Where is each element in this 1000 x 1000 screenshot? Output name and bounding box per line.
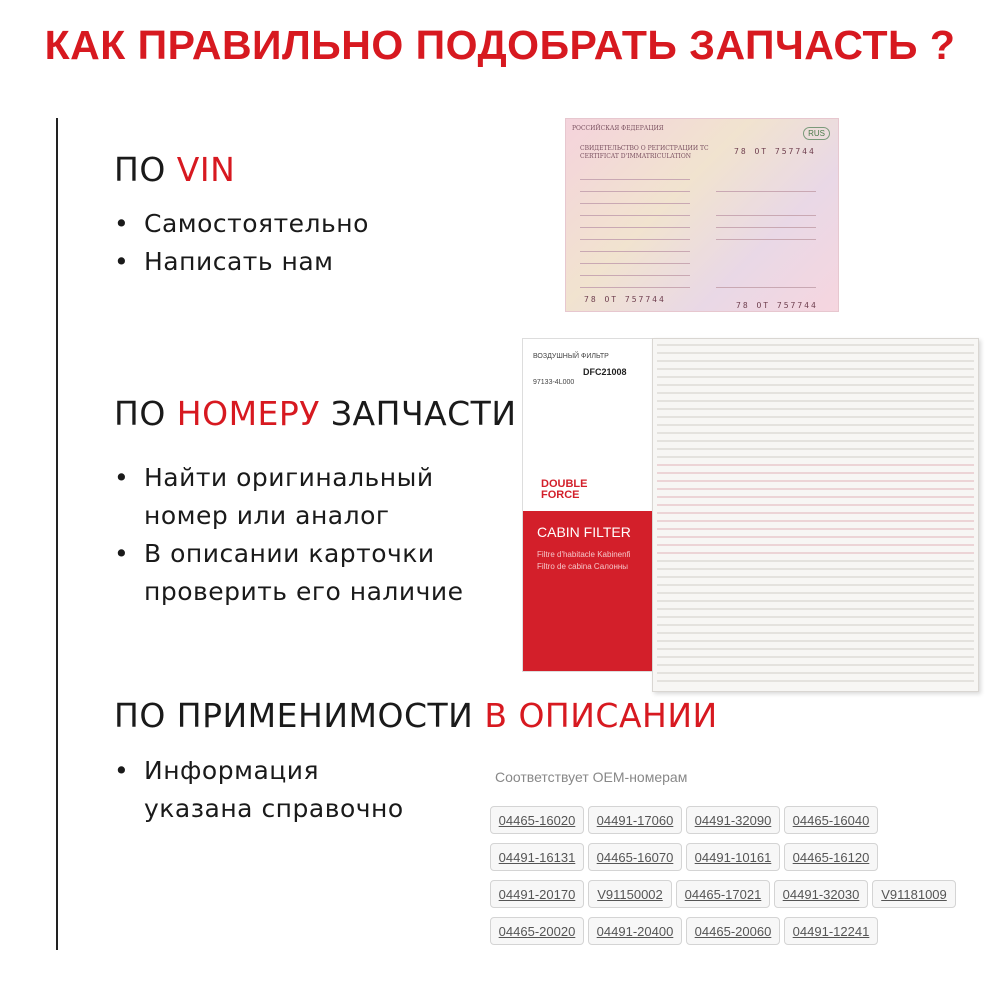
oem-number-chip[interactable]: 04465-16040: [784, 806, 878, 834]
oem-number-chip[interactable]: 04491-32090: [686, 806, 780, 834]
oem-title: Соответствует OEM-номерам: [495, 769, 688, 785]
oem-number-chip[interactable]: V91181009: [872, 880, 956, 908]
certificate-number-bottom-left: 78 ОТ 757744: [584, 295, 666, 304]
page-title: КАК ПРАВИЛЬНО ПОДОБРАТЬ ЗАПЧАСТЬ ?: [44, 22, 956, 68]
box-oem: 97133-4L000: [533, 379, 575, 386]
filter-pleats: [653, 339, 978, 691]
list-item: • Самостоятельно: [114, 209, 369, 238]
oem-number-chip[interactable]: 04465-20060: [686, 917, 780, 945]
certificate-title-en: CERTIFICAT D'IMMATRICULATION: [580, 153, 691, 160]
list-item: • В описании карточки проверить его наличие: [114, 539, 464, 606]
certificate-country: РОССИЙСКАЯ ФЕДЕРАЦИЯ: [572, 125, 664, 132]
certificate-rus-badge: RUS: [803, 127, 830, 140]
certificate-number-top: 78 ОТ 757744: [734, 147, 816, 156]
heading-pre: ПО ПРИМЕНИМОСТИ: [114, 696, 485, 735]
heading-pre: ПО: [114, 150, 177, 189]
heading-accent: VIN: [176, 150, 236, 189]
heading-post: ЗАПЧАСТИ: [319, 394, 517, 433]
registration-certificate-image: [565, 118, 839, 312]
oem-number-chip[interactable]: 04465-17021: [676, 880, 770, 908]
heading-accent: В ОПИСАНИИ: [484, 696, 718, 735]
list-item: • Информация указана справочно: [114, 756, 404, 823]
vin-bullet-list: [114, 205, 369, 281]
oem-number-chip[interactable]: V91150002: [588, 880, 672, 908]
certificate-number-bottom-right: 78 ОТ 757744: [736, 301, 818, 310]
oem-number-chip[interactable]: 04491-17060: [588, 806, 682, 834]
certificate-title: СВИДЕТЕЛЬСТВО О РЕГИСТРАЦИИ ТС: [580, 145, 709, 152]
oem-number-chip[interactable]: 04491-16131: [490, 843, 584, 871]
section-heading-part-number: [114, 394, 517, 433]
oem-number-chip[interactable]: 04465-16020: [490, 806, 584, 834]
cabin-filter-image: [652, 338, 979, 692]
oem-number-chip[interactable]: 04465-20020: [490, 917, 584, 945]
oem-number-chip[interactable]: 04465-16070: [588, 843, 682, 871]
box-subtitle: Filtre d'habitacle Kabinenfi Filtro de cabina Салонны: [537, 550, 631, 571]
list-item: • Написать нам: [114, 247, 334, 276]
oem-number-chip[interactable]: 04491-32030: [774, 880, 868, 908]
list-item: • Найти оригинальный номер или аналог: [114, 463, 434, 530]
applicability-bullet-list: [114, 752, 404, 828]
heading-pre: ПО: [114, 394, 177, 433]
brand-logo: DOUBLE FORCE: [541, 478, 588, 501]
section-heading-vin: [114, 150, 235, 189]
oem-number-chip[interactable]: 04491-12241: [784, 917, 878, 945]
box-product-name: CABIN FILTER: [537, 524, 631, 540]
oem-number-chip[interactable]: 04491-20170: [490, 880, 584, 908]
oem-number-chip[interactable]: 04465-16120: [784, 843, 878, 871]
oem-number-chip[interactable]: 04491-20400: [588, 917, 682, 945]
product-box-image: [522, 338, 664, 672]
divider-line: [56, 118, 58, 950]
section-heading-applicability: [114, 696, 718, 735]
part-number-bullet-list: [114, 459, 464, 611]
box-type: ВОЗДУШНЫЙ ФИЛЬТР: [533, 353, 609, 360]
box-code: DFC21008: [583, 367, 627, 377]
oem-number-chip[interactable]: 04491-10161: [686, 843, 780, 871]
heading-accent: НОМЕРУ: [176, 394, 320, 433]
